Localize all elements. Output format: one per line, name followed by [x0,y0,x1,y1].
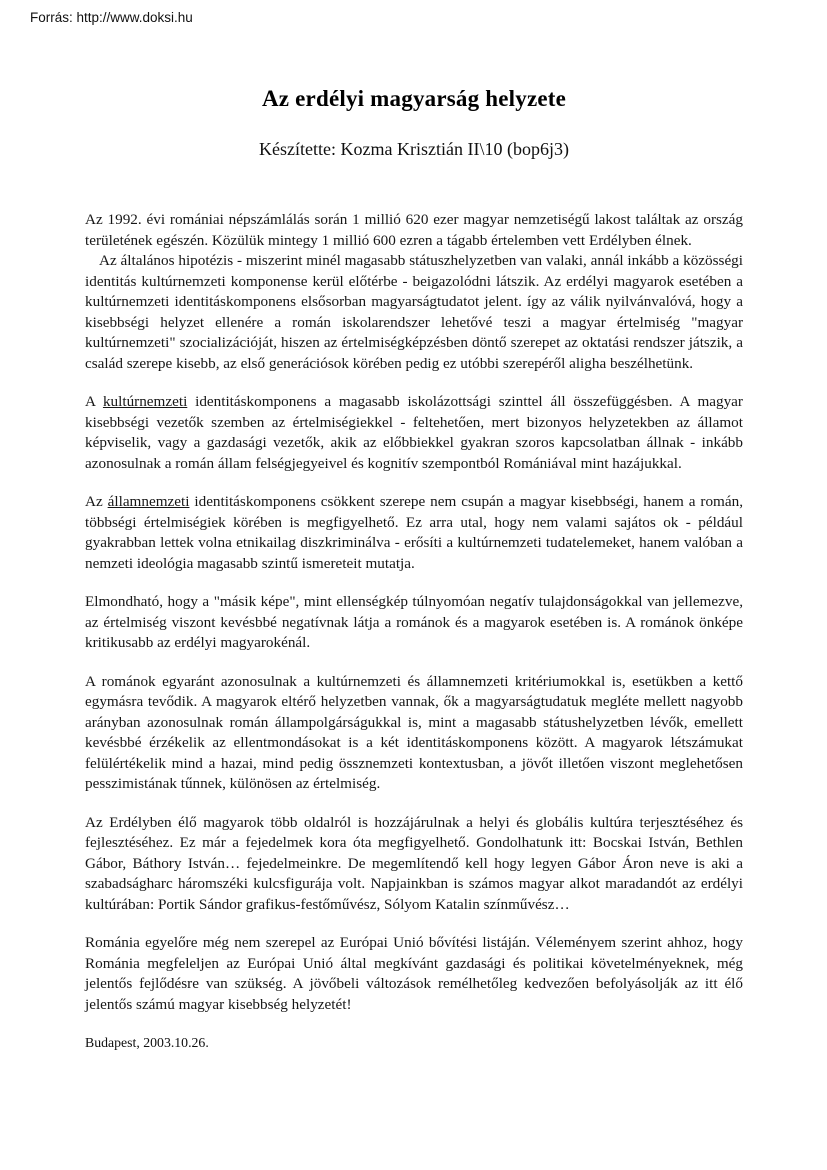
paragraph-culture-nation [85,392,743,474]
paragraph-census: Az 1992. évi romániai népszámlálás során 1 millió 620 ezer magyar nemzetiségű lakost találtak az ország területének egészén. Közülük mintegy 1 millió 600 ezren a tágabb értelemben vett Erdélyben élnek. [85,211,743,249]
source-url-note: Forrás: http://www.doksi.hu [30,10,193,25]
paragraph-rest: identitáskomponens csökkent szerepe nem csupán a magyar kisebbségi, hanem a román, többségi értelmiségiek körében is megfigyelhető. Ez arra utal, hogy nem valami sajátos ok - például gyakrabban lettek volna etnikailag diszkriminálva - erősíti a kultúrnemzeti tudatelemeket, hanem valóban a nemzeti ideológia magasabb szintű ismereteit mutatja. [85,493,743,572]
paragraph-state-nation [85,492,743,574]
document-title: Az erdélyi magyarság helyzete [261,86,567,111]
paragraph-identification: A románok egyaránt azonosulnak a kultúrnemzeti és államnemzeti kritériumokkal is, esetükben a kettő egymásra tevődik. A magyarok eltérő helyzetben vannak, ők a magyarságtudatuk megléte mellett nagyobb arányban azonosulnak román állampolgárságukkal is, mint a magasabb státushelyzetben lévők, emellett kevésbbé érzékelik az ellentmondásokat is a két identitáskomponens között. A magyarok létszámukat felülértékelik mind a hazai, mind pedig össznemzeti kontextusban, a jövőt illetően viszont meglehetősen pesszimistának tűnnek, különösen az értelmiség. [85,672,743,792]
author-line: Készítette: Kozma Krisztián II\10 (bop6j3) [259,139,569,159]
document-body [85,210,743,1054]
underlined-term-allamnemzeti: államnemzeti [107,493,190,510]
paragraph-hypothesis: Az általános hipotézis - miszerint minél magasabb státuszhelyzetben van valaki, annál inkább a közösségi identitás kultúrnemzeti komponense kerül előtérbe - beigazolódni látszik. Az erdélyi magyarok esetében a kultúrnemzeti identitáskomponens elsősorban magyarságtudatot jelent. így az válik nyilvánvalóvá, hogy a kisebbségi helyzet ellenére a román iskolarendszer lehetővé teszi a magyar értelmiség "magyar kultúrnemzeti" szocializációját, hiszen az értelmiségképzésben döntő szerepet az oktatási rendszer játszik, a család szerepe kisebb, az első generációsok körében pedig ez utóbbi szerepéről aligha beszélhetünk. [85,252,743,372]
underlined-term-kulturnemzeti: kultúrnemzeti [102,393,188,410]
date-line: Budapest, 2003.10.26. [85,1035,209,1050]
paragraph-enemy-image: Elmondható, hogy a "másik képe", mint ellenségkép túlnyomóan negatív tulajdonságokkal van jellemezve, az értelmiség viszont kevésbbé negatívnak látja a románok és a magyarok esetében is. A románok önképe kritikusabb az erdélyi magyarokénál. [85,593,743,651]
paragraph-rest: identitáskomponens a magasabb iskolázottsági szinttel áll összefüggésben. A magyar kisebbségi vezetők szemben az értelmiségiekkel - feltehetően, mert bizonyos helyzetekben az államot képviselik, vagy a gazdasági vezetők, akik az előbbiekkel gyakran szoros kapcsolatban állnak - inkább azonosulnak a román állam felségjegyeivel és kognitív szempontból Romániával mint hazájukkal. [85,393,743,472]
paragraph-culture-contribution: Az Erdélyben élő magyarok több oldalról is hozzájárulnak a helyi és globális kultúra terjesztéséhez és fejlesztéséhez. Ez már a fejedelmek kora óta megfigyelhető. Gondolhatunk itt: Bocskai István, Bethlen Gábor, Báthory István… fejedelmeinkre. De megemlítendő kell hogy legyen Gábor Áron neve is aki a szabadságharc háromszéki kulcsfigurája volt. Napjainkban is számos magyar alkot maradandót az erdélyi kultúrában: Portik Sándor grafikus-festőművész, Sólyom Katalin színművész… [85,813,743,913]
paragraph-eu-accession: Románia egyelőre még nem szerepel az Európai Unió bővítési listáján. Véleményem szerint ahhoz, hogy Románia megfeleljen az Európai Unió által megkívánt gazdasági és politikai követelményeknek, még jelentős fejlődésre van szükség. A jövőbeli változások remélhetőleg kedvezően befolyásolják az itt élő jelentős számú magyar kisebbség helyzetét! [85,934,743,1013]
paragraph-prefix: Az [85,493,108,510]
paragraph-prefix: A [85,393,103,410]
document-content [85,86,743,1054]
